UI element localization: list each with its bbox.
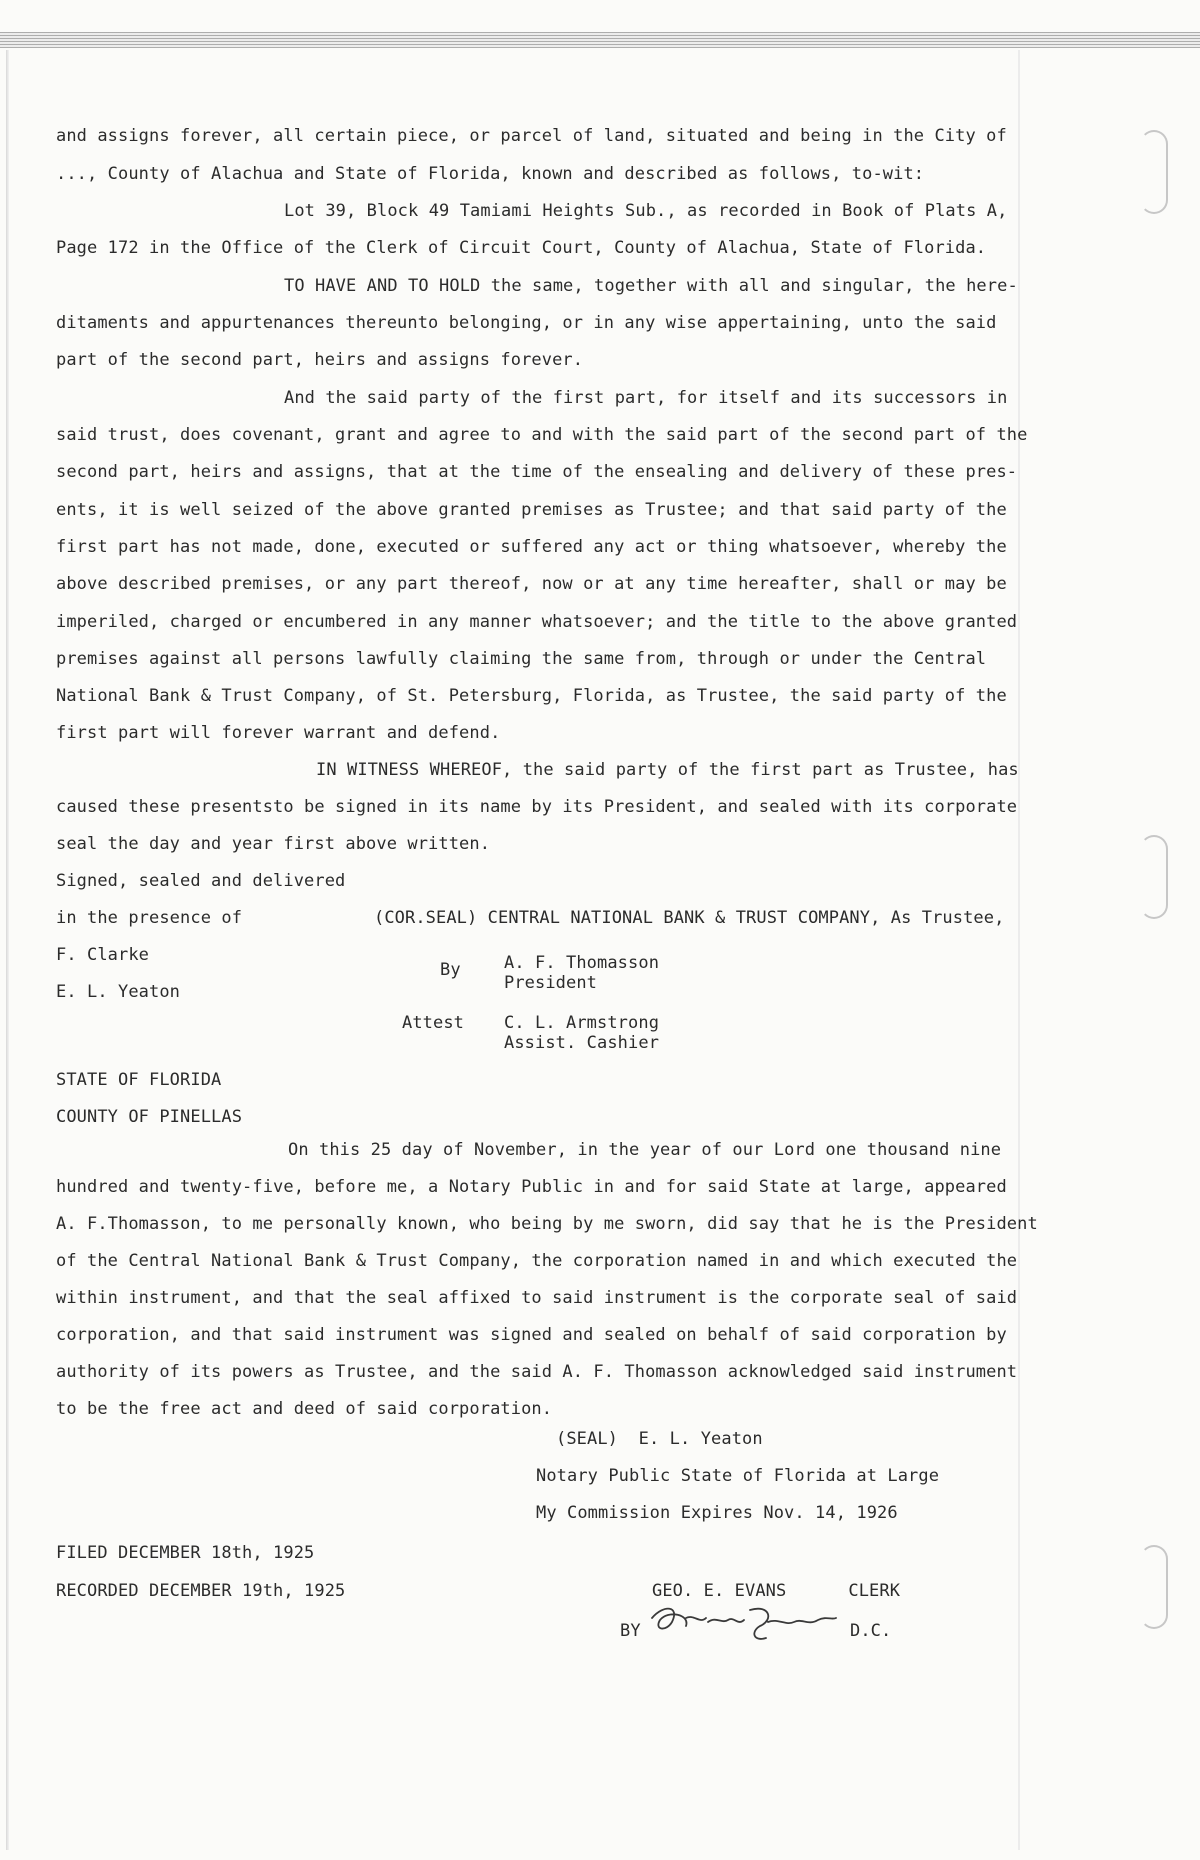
text-line: to be the free act and deed of said corporation. xyxy=(56,1399,553,1419)
venue-state: STATE OF FLORIDA xyxy=(56,1070,222,1090)
text-line: of the Central National Bank & Trust Company, the corporation named in and which executed the xyxy=(56,1251,1018,1271)
text-line: ents, it is well seized of the above granted premises as Trustee; and that said party of the xyxy=(56,500,1007,520)
corporate-seal-line: (COR.SEAL) CENTRAL NATIONAL BANK & TRUST COMPANY, As Trustee, xyxy=(374,908,1005,928)
cashier-title: Assist. Cashier xyxy=(504,1033,660,1053)
text-line: ..., County of Alachua and State of Florida, known and described as follows, to-wit: xyxy=(56,164,925,184)
witness-line: Signed, sealed and delivered xyxy=(56,871,346,891)
notary-seal-line: (SEAL) E. L. Yeaton xyxy=(556,1429,763,1449)
witness-name: E. L. Yeaton xyxy=(56,982,181,1002)
text-line: ditaments and appurtenances thereunto belonging, or in any wise appertaining, unto the said xyxy=(56,313,997,333)
text-line: premises against all persons lawfully claiming the same from, through or under the Central xyxy=(56,649,987,669)
deputy-clerk-label: D.C. xyxy=(850,1621,892,1641)
text-line: National Bank & Trust Company, of St. Petersburg, Florida, as Trustee, the said party of the xyxy=(56,686,1007,706)
page-right-edge xyxy=(1018,50,1020,1850)
text-line: second part, heirs and assigns, that at the time of the ensealing and delivery of these pres- xyxy=(56,462,1018,482)
binder-ring-icon xyxy=(1140,130,1168,214)
attest-label: Attest xyxy=(402,1013,465,1033)
text-line: authority of its powers as Trustee, and the said A. F. Thomasson acknowledged said instrument xyxy=(56,1362,1018,1382)
text-line: corporation, and that said instrument was signed and sealed on behalf of said corporation by xyxy=(56,1325,1007,1345)
cashier-name: C. L. Armstrong xyxy=(504,1013,660,1033)
by-label: BY xyxy=(620,1621,641,1641)
president-title: President xyxy=(504,973,598,993)
binder-ring-icon xyxy=(1140,1545,1168,1629)
text-line: A. F.Thomasson, to me personally known, who being by me sworn, did say that he is the President xyxy=(56,1214,1038,1234)
text-line: and assigns forever, all certain piece, or parcel of land, situated and being in the City of xyxy=(56,126,1007,146)
clerk-line: GEO. E. EVANS CLERK xyxy=(652,1581,901,1601)
text-line: first part will forever warrant and defend. xyxy=(56,723,501,743)
clerk-signature-icon xyxy=(646,1596,842,1646)
text-line: Lot 39, Block 49 Tamiami Heights Sub., as recorded in Book of Plats A, xyxy=(284,201,1008,221)
witness-line: in the presence of xyxy=(56,908,243,928)
text-line: Page 172 in the Office of the Clerk of Circuit Court, County of Alachua, State of Florida. xyxy=(56,238,987,258)
text-line: IN WITNESS WHEREOF, the said party of the first part as Trustee, has xyxy=(316,760,1019,780)
witness-name: F. Clarke xyxy=(56,945,150,965)
text-line: caused these presentsto be signed in its name by its President, and sealed with its corporate xyxy=(56,797,1018,817)
binder-ring-icon xyxy=(1140,835,1168,919)
text-line: TO HAVE AND TO HOLD the same, together with all and singular, the here- xyxy=(284,276,1018,296)
page-top-border xyxy=(0,32,1200,48)
venue-county: COUNTY OF PINELLAS xyxy=(56,1107,243,1127)
text-line: above described premises, or any part thereof, now or at any time hereafter, shall or may be xyxy=(56,574,1007,594)
page-left-edge xyxy=(6,50,9,1850)
notary-title-line: Notary Public State of Florida at Large xyxy=(536,1466,940,1486)
text-line: seal the day and year first above written. xyxy=(56,834,491,854)
by-label: By xyxy=(440,960,461,980)
text-line: within instrument, and that the seal affixed to said instrument is the corporate seal of said xyxy=(56,1288,1018,1308)
text-line: said trust, does covenant, grant and agree to and with the said part of the second part of the xyxy=(56,425,1028,445)
notary-commission-line: My Commission Expires Nov. 14, 1926 xyxy=(536,1503,898,1523)
text-line: imperiled, charged or encumbered in any manner whatsoever; and the title to the above granted xyxy=(56,612,1018,632)
text-line: On this 25 day of November, in the year of our Lord one thousand nine xyxy=(288,1140,1002,1160)
text-line: first part has not made, done, executed or suffered any act or thing whatsoever, whereby the xyxy=(56,537,1007,557)
recorded-date: RECORDED DECEMBER 19th, 1925 xyxy=(56,1581,346,1601)
president-name: A. F. Thomasson xyxy=(504,953,660,973)
text-line: part of the second part, heirs and assigns forever. xyxy=(56,350,584,370)
filed-date: FILED DECEMBER 18th, 1925 xyxy=(56,1543,315,1563)
text-line: And the said party of the first part, for itself and its successors in xyxy=(284,388,1008,408)
text-line: hundred and twenty-five, before me, a Notary Public in and for said State at large, appeared xyxy=(56,1177,1007,1197)
